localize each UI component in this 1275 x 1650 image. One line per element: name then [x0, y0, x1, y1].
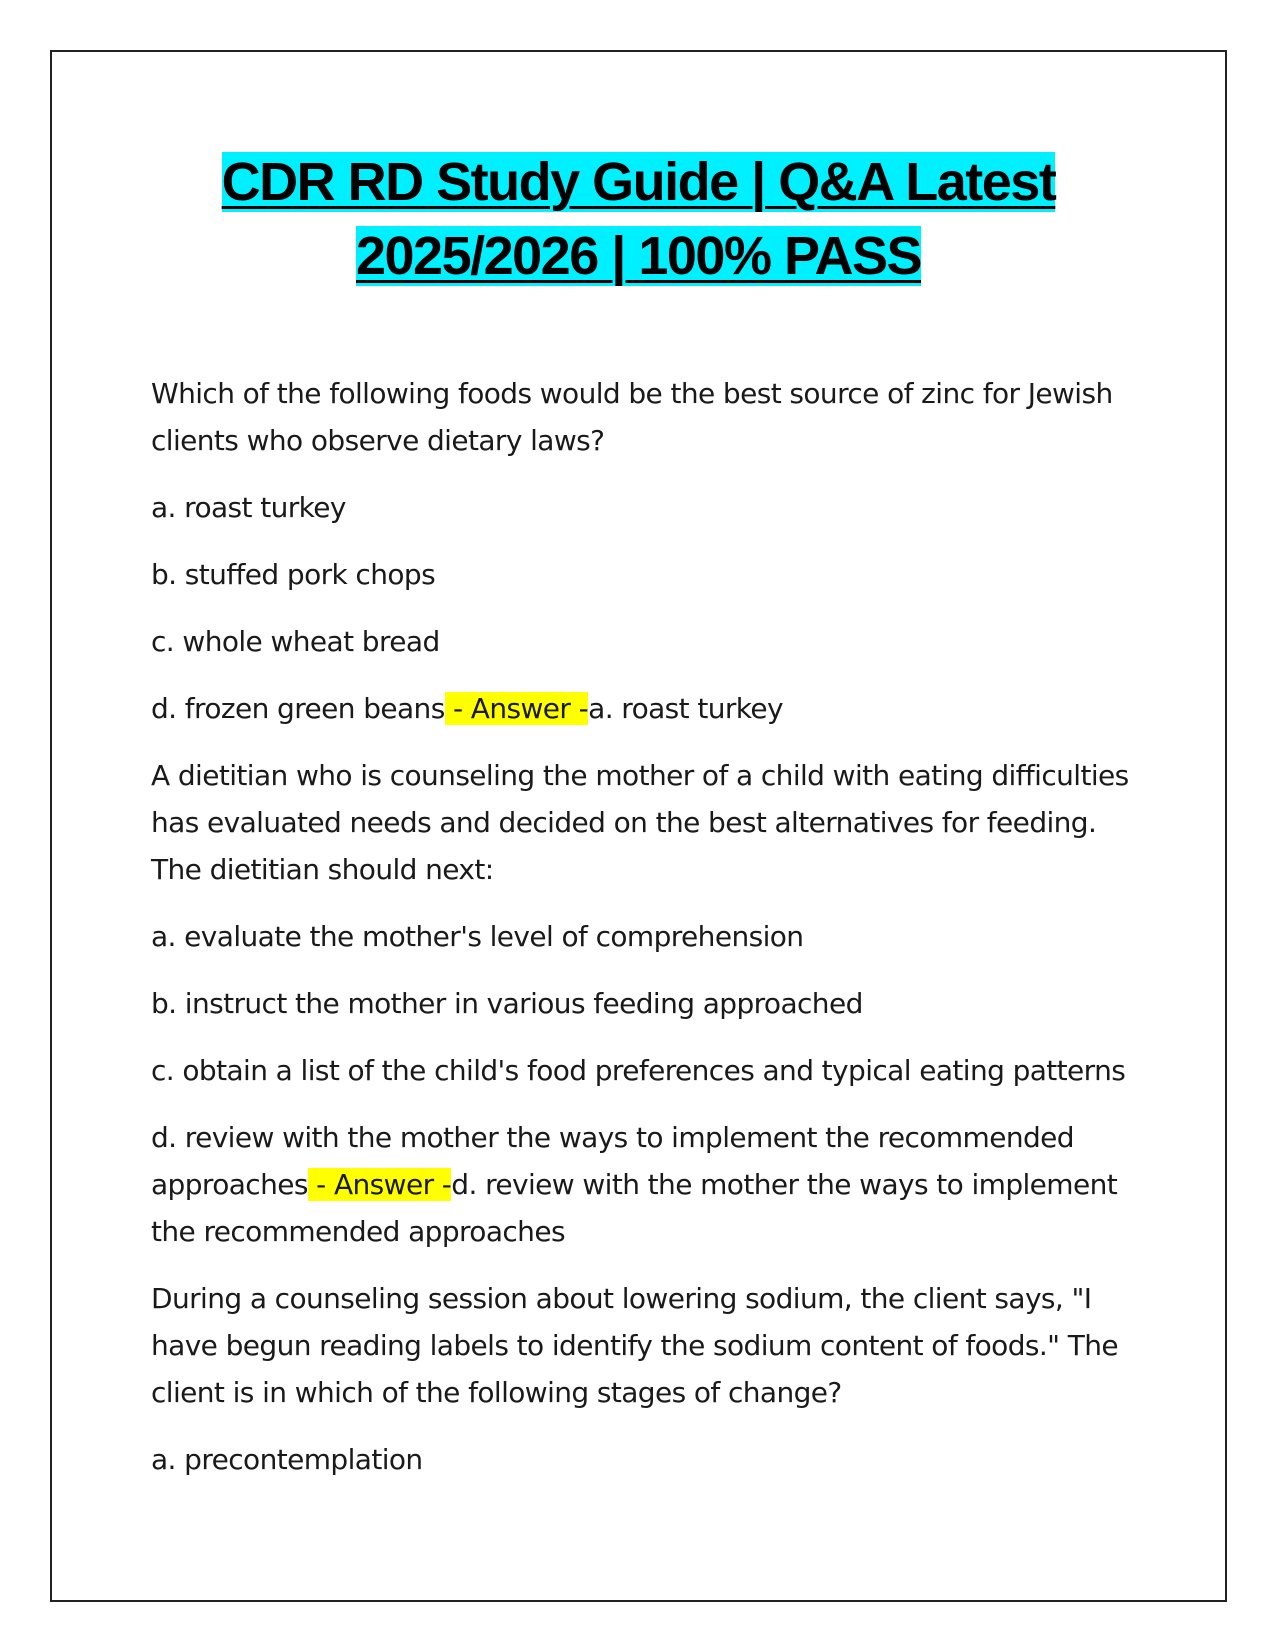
question-2-option-c: c. obtain a list of the child's food preferences and typical eating patterns [151, 1054, 1126, 1087]
question-2-answer: d. review with the mother the ways to implement the recommended approaches [151, 1168, 1118, 1248]
question-2-option-d-with-answer [151, 1114, 1131, 1255]
document-title [50, 145, 1227, 293]
question-1-option-a: a. roast turkey [151, 491, 346, 524]
question-2-stem: A dietitian who is counseling the mother of a child with eating difficulties has evaluated needs and decided on the best alternatives for feeding. The dietitian should next: [151, 759, 1129, 886]
answer-marker: - Answer - [444, 692, 589, 725]
question-1-option-d-with-answer [151, 685, 1131, 732]
question-1-option-d: d. frozen green beans [151, 692, 445, 725]
question-1-stem: Which of the following foods would be the best source of zinc for Jewish clients who observe dietary laws? [151, 377, 1113, 457]
question-2-option-d: d. review with the mother the ways to implement the recommended approaches [151, 1121, 1074, 1201]
question-2-option-b: b. instruct the mother in various feeding approached [151, 987, 863, 1020]
question-3-option-a: a. precontemplation [151, 1443, 423, 1476]
title-line-1: CDR RD Study Guide | Q&A Latest [221, 152, 1056, 212]
question-2-option-a: a. evaluate the mother's level of comprehension [151, 920, 804, 953]
question-content [151, 370, 1131, 1503]
answer-marker: - Answer - [307, 1168, 452, 1201]
question-3-stem: During a counseling session about lowering sodium, the client says, "I have begun reading labels to identify the sodium content of foods." The client is in which of the following stages of change? [151, 1282, 1119, 1409]
question-1-option-c: c. whole wheat bread [151, 625, 440, 658]
question-1-answer: a. roast turkey [588, 692, 784, 725]
question-1-option-b: b. stuffed pork chops [151, 558, 436, 591]
title-line-2: 2025/2026 | 100% PASS [355, 226, 922, 286]
